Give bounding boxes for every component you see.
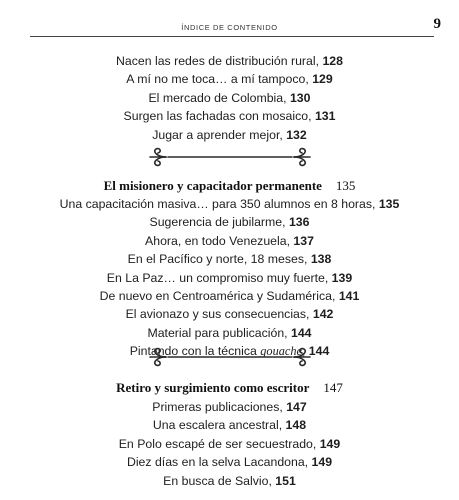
- toc-entry[interactable]: Diez días en la selva Lacandona, 149: [126, 455, 333, 470]
- toc-entry[interactable]: Nacen las redes de distribución rural, 128: [116, 54, 343, 68]
- section-heading[interactable]: Retiro y surgimiento como escritor 147: [116, 380, 343, 395]
- page-number: 9: [433, 16, 441, 32]
- section-heading[interactable]: El misionero y capacitador permanente 135: [103, 178, 356, 193]
- toc-group-3: [0, 398, 459, 490]
- toc-entry[interactable]: Una capacitación masiva… para 350 alumnos en 8 horas, 135: [59, 197, 400, 211]
- toc-entry[interactable]: Sugerencia de jubilarme, 136: [149, 215, 310, 230]
- toc-entry[interactable]: Ahora, en todo Venezuela, 137: [145, 233, 314, 248]
- toc-entry[interactable]: Surgen las fachadas con mosaico, 131: [123, 109, 336, 124]
- toc-group-1: [0, 52, 459, 144]
- toc-entry[interactable]: Una escalera ancestral, 148: [152, 418, 307, 433]
- page-header: [0, 0, 459, 40]
- toc-entry[interactable]: Pintando con la técnica gouache, 144: [129, 344, 330, 359]
- flourish-divider-icon: [142, 347, 318, 367]
- toc-entry[interactable]: El mercado de Colombia, 130: [148, 90, 311, 105]
- toc-group-2: [0, 195, 459, 361]
- toc-entry[interactable]: En el Pacífico y norte, 18 meses, 138: [127, 252, 332, 267]
- header-rule: [30, 36, 434, 37]
- flourish-divider-icon: [142, 147, 318, 167]
- toc-entry[interactable]: En busca de Salvio, 151: [163, 473, 296, 488]
- toc-entry[interactable]: Primeras publicaciones, 147: [152, 400, 307, 414]
- toc-entry[interactable]: Material para publicación, 144: [147, 325, 312, 340]
- toc-entry[interactable]: En La Paz… un compromiso muy fuerte, 139: [106, 270, 353, 285]
- toc-entry[interactable]: El avionazo y sus consecuencias, 142: [125, 307, 334, 322]
- toc-entry[interactable]: A mí no me toca… a mí tampoco, 129: [126, 72, 333, 87]
- toc-entry[interactable]: Jugar a aprender mejor, 132: [152, 127, 307, 142]
- toc-entry[interactable]: En Polo escapé de ser secuestrado, 149: [118, 436, 341, 451]
- toc-entry[interactable]: De nuevo en Centroamérica y Sudamérica, 141: [99, 288, 360, 303]
- running-header: ÍNDICE DE CONTENIDO: [181, 23, 278, 32]
